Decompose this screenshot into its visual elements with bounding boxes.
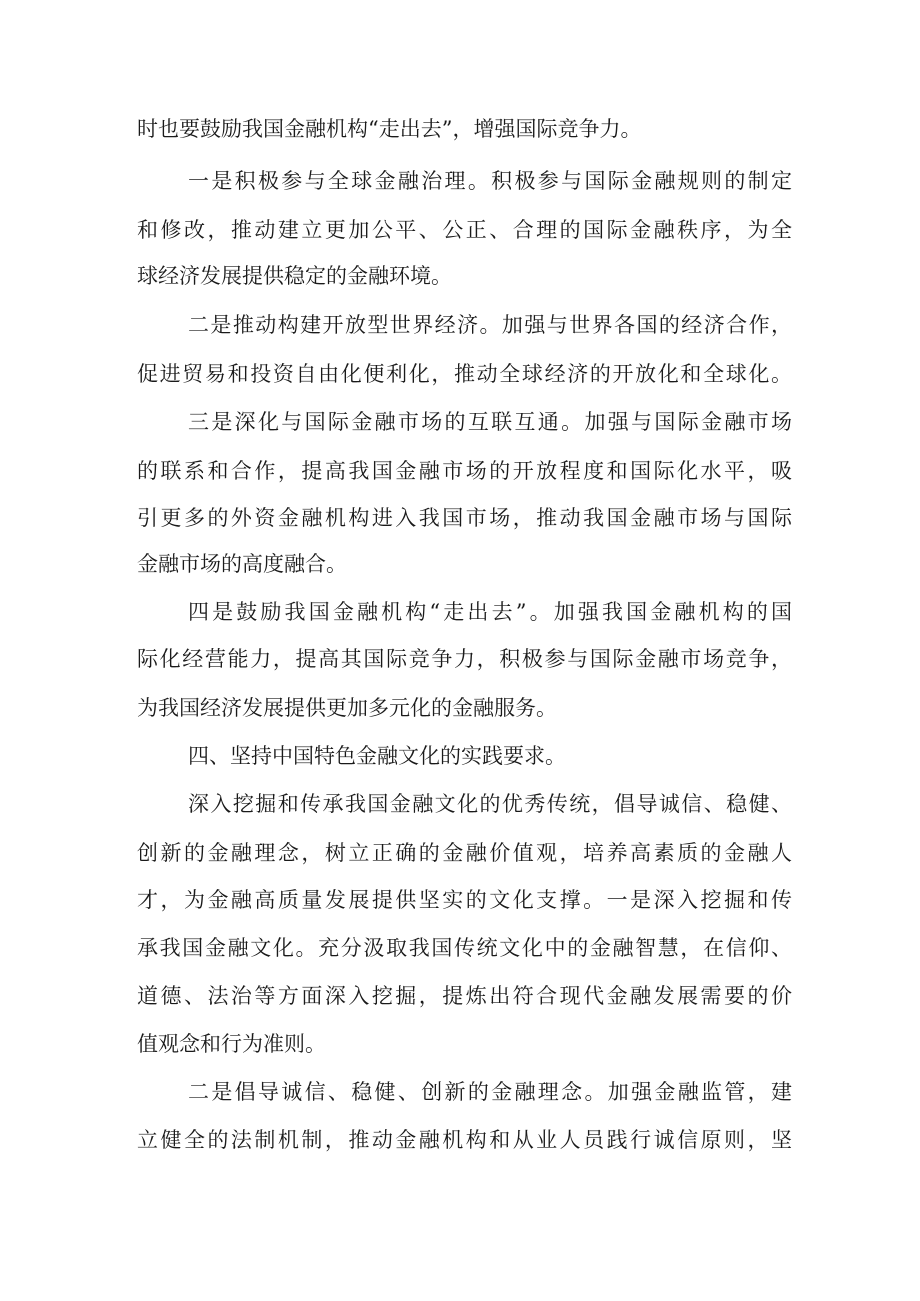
text-line: 才，为金融高质量发展提供坚实的文化支撑。一是深入挖掘和传 <box>137 888 792 912</box>
text-line: 一是积极参与全球金融治理。积极参与国际金融规则的制定 <box>188 169 792 193</box>
text-line: 道德、法治等方面深入挖掘，提炼出符合现代金融发展需要的价 <box>137 984 792 1008</box>
text-line: 立健全的法制机制，推动金融机构和从业人员践行诚信原则，坚 <box>137 1128 792 1152</box>
section-heading: 四、坚持中国特色金融文化的实践要求。 <box>188 744 566 768</box>
text-line: 的联系和合作，提高我国金融市场的开放程度和国际化水平，吸 <box>137 459 792 483</box>
text-line: 为我国经济发展提供更加多元化的金融服务。 <box>137 696 557 720</box>
text-line: 促进贸易和投资自由化便利化，推动全球经济的开放化和全球化。 <box>137 362 792 386</box>
text-line: 二是倡导诚信、稳健、创新的金融理念。加强金融监管，建 <box>188 1080 792 1104</box>
text-line: 和修改，推动建立更加公平、公正、合理的国际金融秩序，为全 <box>137 218 792 242</box>
text-line: 四是鼓励我国金融机构“走出去”。加强我国金融机构的国 <box>188 600 792 624</box>
text-line: 二是推动构建开放型世界经济。加强与世界各国的经济合作， <box>188 313 792 337</box>
text-line: 深入挖掘和传承我国金融文化的优秀传统，倡导诚信、稳健、 <box>188 792 792 816</box>
text-line: 三是深化与国际金融市场的互联互通。加强与国际金融市场 <box>188 410 792 434</box>
text-line: 引更多的外资金融机构进入我国市场，推动我国金融市场与国际 <box>137 506 792 530</box>
text-line: 球经济发展提供稳定的金融环境。 <box>137 264 452 288</box>
text-line: 值观念和行为准则。 <box>137 1032 326 1056</box>
text-line: 时也要鼓励我国金融机构“走出去”，增强国际竞争力。 <box>137 117 642 141</box>
text-line: 创新的金融理念，树立正确的金融价值观，培养高素质的金融人 <box>137 841 792 865</box>
text-line: 金融市场的高度融合。 <box>137 552 347 576</box>
text-line: 际化经营能力，提高其国际竞争力，积极参与国际金融市场竞争， <box>137 647 792 671</box>
text-line: 承我国金融文化。充分汲取我国传统文化中的金融智慧，在信仰、 <box>137 936 792 960</box>
